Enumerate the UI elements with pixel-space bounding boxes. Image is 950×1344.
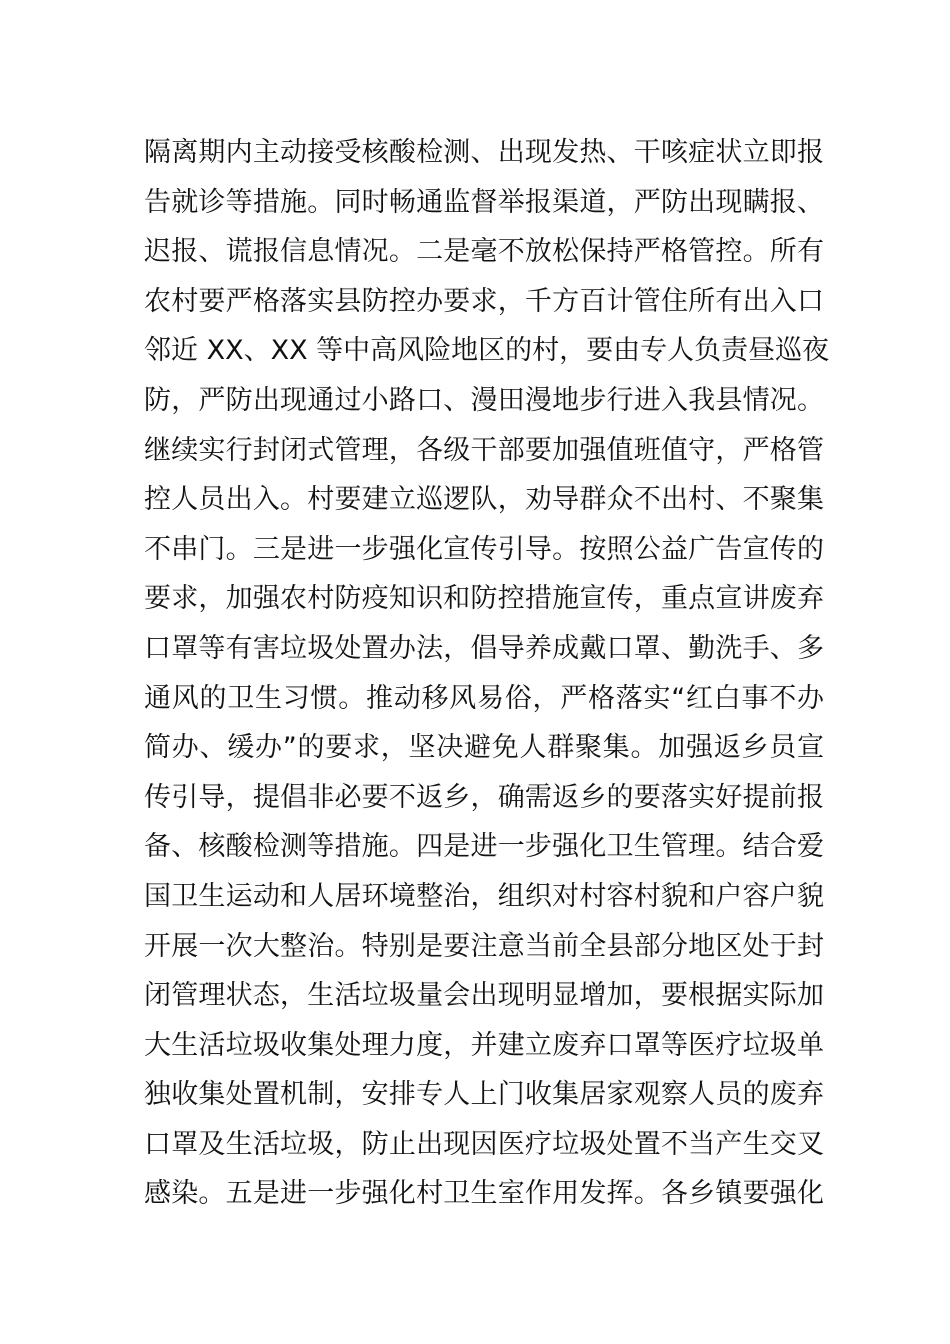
text-line: 农村要严格落实县防控办要求，千方百计管住所有出入口 xyxy=(144,285,824,317)
text-line: 简办、缓办”的要求，坚决避免人群聚集。加强返乡员宣 xyxy=(144,732,824,764)
text-line: 国卫生运动和人居环境整治，组织对村容村貌和户容户貌 xyxy=(144,880,824,912)
text-line: 告就诊等措施。同时畅通监督举报渠道，严防出现瞒报、 xyxy=(144,186,824,218)
text-line: 独收集处置机制，安排专人上门收集居家观察人员的废弃 xyxy=(144,1079,824,1111)
text-line: 闭管理状态，生活垃圾量会出现明显增加，要根据实际加 xyxy=(144,980,824,1012)
text-line: 传引导，提倡非必要不返乡，确需返乡的要落实好提前报 xyxy=(144,781,824,813)
text-line: 口罩等有害垃圾处置办法，倡导养成戴口罩、勤洗手、多 xyxy=(144,632,824,664)
text-line: 大生活垃圾收集处理力度，并建立废弃口罩等医疗垃圾单 xyxy=(144,1029,824,1061)
text-line: 备、核酸检测等措施。四是进一步强化卫生管理。结合爱 xyxy=(144,831,824,863)
text-line: 隔离期内主动接受核酸检测、出现发热、干咳症状立即报 xyxy=(144,137,824,168)
text-line: 开展一次大整治。特别是要注意当前全县部分地区处于封 xyxy=(144,930,824,962)
text-line: 继续实行封闭式管理，各级干部要加强值班值守，严格管 xyxy=(144,434,824,466)
text-line: 不串门。三是进一步强化宣传引导。按照公益广告宣传的 xyxy=(144,533,824,565)
body-text xyxy=(144,128,830,1219)
text-line: 感染。五是进一步强化村卫生室作用发挥。各乡镇要强化 xyxy=(144,1178,824,1210)
text-line: 要求，加强农村防疫知识和防控措施宣传，重点宣讲废弃 xyxy=(144,583,824,615)
text-line: 迟报、谎报信息情况。二是毫不放松保持严格管控。所有 xyxy=(144,236,824,268)
text-line: 邻近 XX、XX 等中高风险地区的村，要由专人负责昼巡夜 xyxy=(144,335,830,367)
text-line: 控人员出入。村要建立巡逻队，劝导群众不出村、不聚集 xyxy=(144,484,824,516)
text-line: 通风的卫生习惯。推动移风易俗，严格落实“红白事不办 xyxy=(144,682,824,714)
text-line: 防，严防出现通过小路口、漫田漫地步行进入我县情况。 xyxy=(144,384,824,416)
text-line: 口罩及生活垃圾，防止出现因医疗垃圾处置不当产生交叉 xyxy=(144,1128,824,1160)
